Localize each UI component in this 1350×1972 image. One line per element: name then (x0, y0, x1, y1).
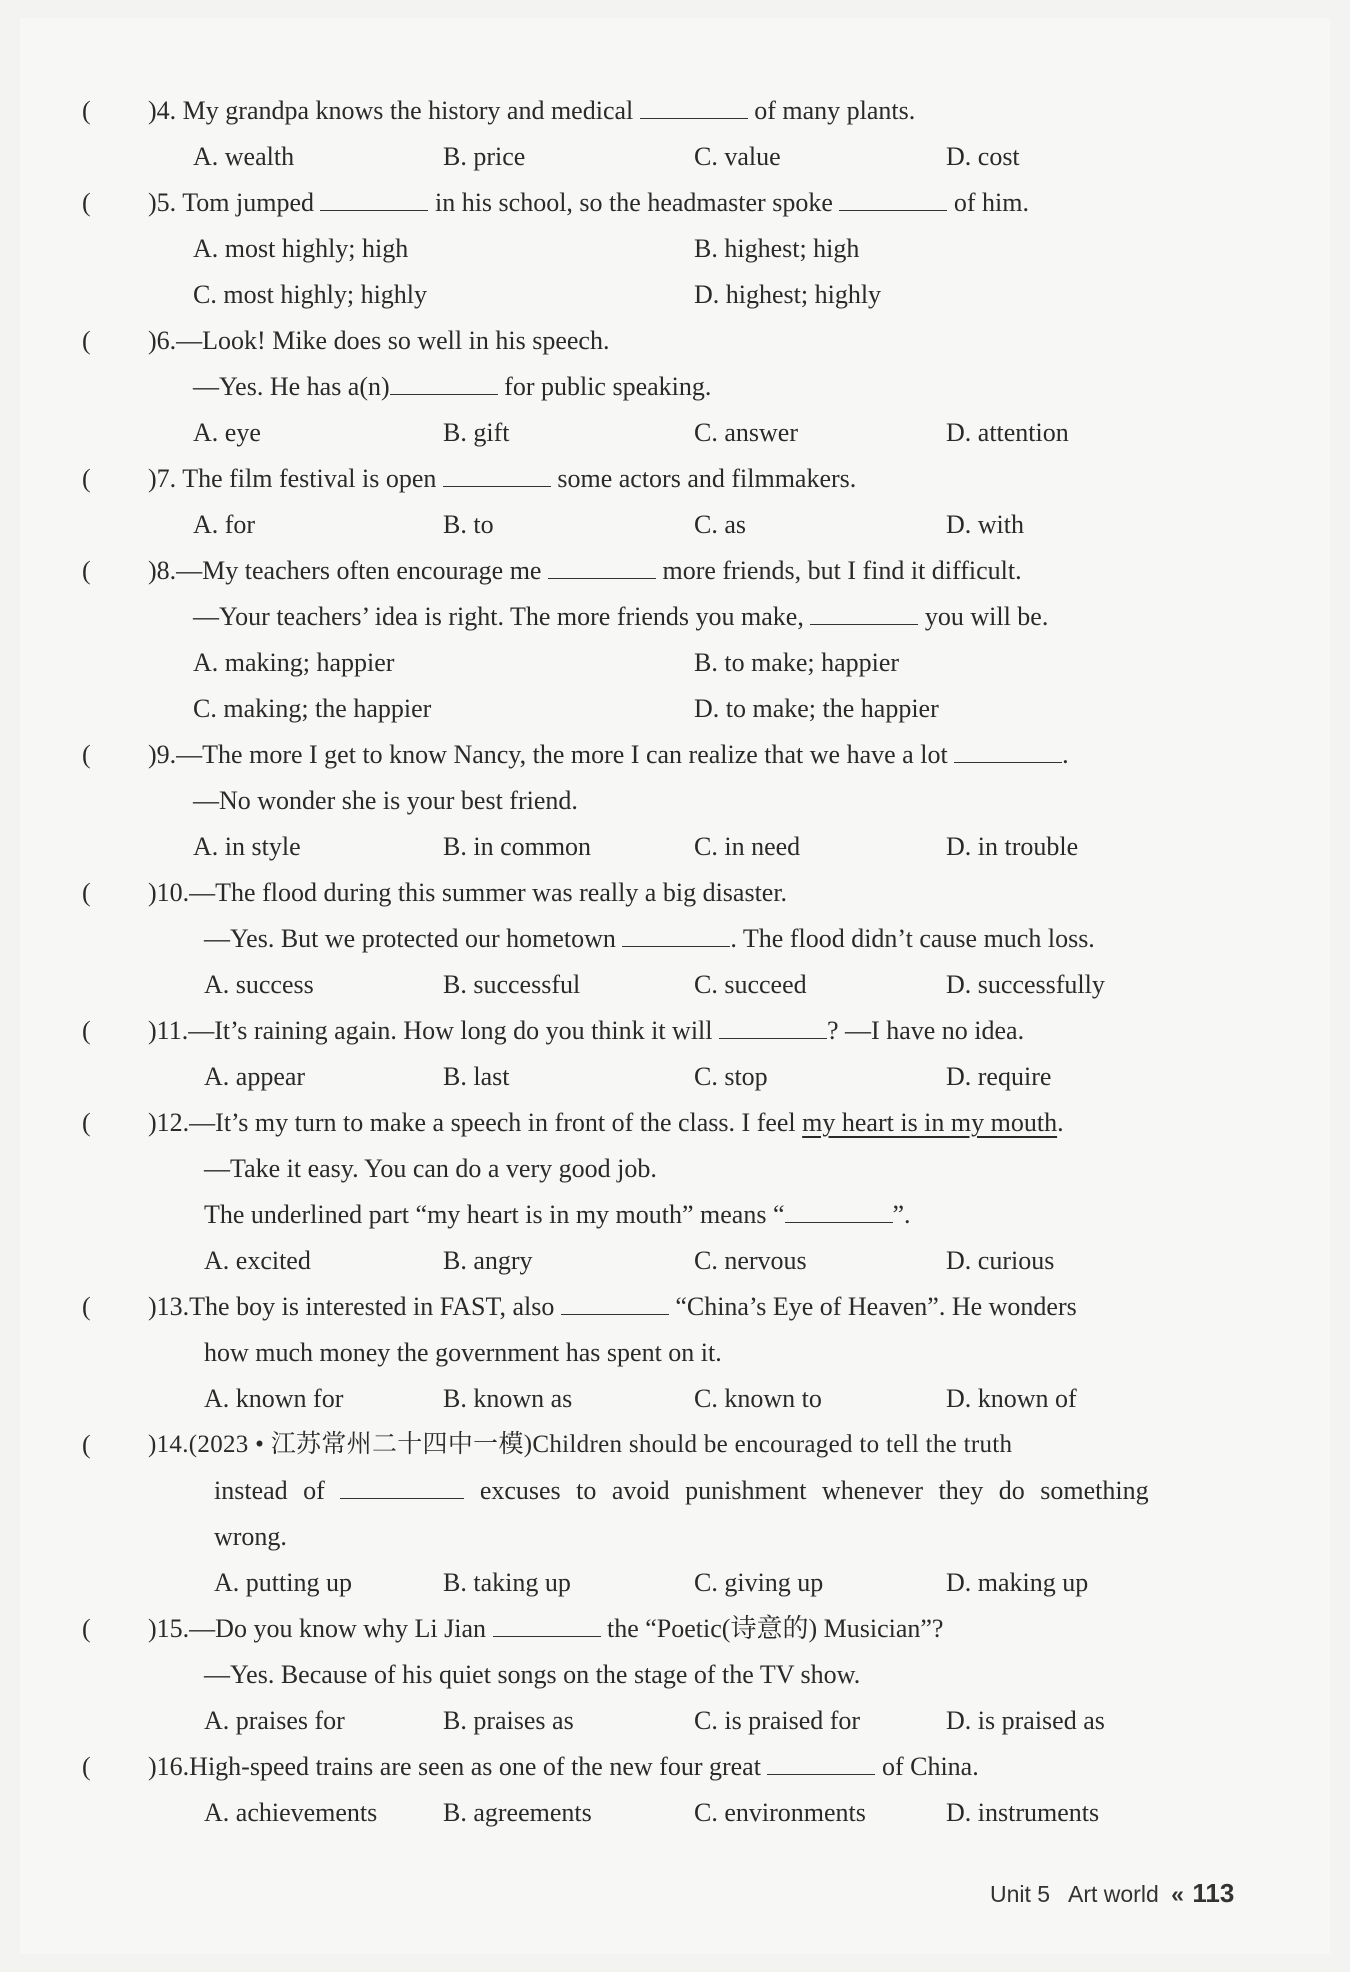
answer-paren: ( (82, 188, 91, 217)
question-line: )4. My grandpa knows the history and medical of many plants. (148, 96, 916, 125)
question-number: )5. (148, 188, 177, 217)
option-b: B. angry (443, 1246, 533, 1275)
answer-blank (493, 1612, 601, 1637)
question-line: —Yes. Because of his quiet songs on the stage of the TV show. (204, 1660, 861, 1689)
answer-blank (548, 554, 656, 579)
option-d: D. highest; highly (694, 280, 882, 309)
question-number: )6. (148, 326, 177, 355)
question-line: instead of excuses to avoid punishment whenever they do something (214, 1476, 1149, 1505)
option-b: B. taking up (443, 1568, 571, 1597)
question-number: )4. (148, 96, 177, 125)
option-c: C. in need (694, 832, 801, 861)
option-d: D. cost (946, 142, 1020, 171)
option-b: B. praises as (443, 1706, 574, 1735)
option-c: C. stop (694, 1062, 768, 1091)
question-number: )11. (148, 1016, 189, 1045)
option-a: A. praises for (204, 1706, 345, 1735)
option-c: C. environments (694, 1798, 866, 1827)
answer-paren: ( (82, 556, 91, 585)
question-line: —Yes. He has a(n) for public speaking. (193, 372, 712, 401)
question-line: The underlined part “my heart is in my mouth” means “ ”. (204, 1200, 911, 1229)
option-d: D. with (946, 510, 1024, 539)
question-line: how much money the government has spent on it. (204, 1338, 722, 1367)
answer-paren: ( (82, 464, 91, 493)
question-number: )10. (148, 878, 190, 907)
answer-blank (320, 186, 428, 211)
option-c: C. most highly; highly (193, 280, 428, 309)
unit-label: Unit 5 (990, 1881, 1051, 1907)
answer-paren: ( (82, 1108, 91, 1137)
answer-paren: ( (82, 1614, 91, 1643)
option-a: A. appear (204, 1062, 306, 1091)
option-b: B. to (443, 510, 494, 539)
option-a: A. putting up (214, 1568, 352, 1597)
question-line: )13.The boy is interested in FAST, also “China’s Eye of Heaven”. He wonders (148, 1292, 1077, 1321)
option-c: C. is praised for (694, 1706, 861, 1735)
question-number: )9. (148, 740, 177, 769)
question-line: )5. Tom jumped in his school, so the headmaster spoke of him. (148, 188, 1029, 217)
option-c: C. answer (694, 418, 798, 447)
question-line: —Yes. But we protected our hometown . The flood didn’t cause much loss. (204, 924, 1095, 953)
answer-paren: ( (82, 1430, 91, 1459)
option-b: B. gift (443, 418, 510, 447)
option-d: D. curious (946, 1246, 1055, 1275)
option-d: D. successfully (946, 970, 1105, 999)
answer-paren: ( (82, 740, 91, 769)
option-a: A. most highly; high (193, 234, 409, 263)
option-a: A. wealth (193, 142, 295, 171)
answer-blank (839, 186, 947, 211)
option-b: B. in common (443, 832, 592, 861)
option-c: C. giving up (694, 1568, 824, 1597)
option-d: D. is praised as (946, 1706, 1105, 1735)
option-c: C. making; the happier (193, 694, 432, 723)
option-b: B. price (443, 142, 526, 171)
question-number: )7. (148, 464, 177, 493)
option-a: A. in style (193, 832, 301, 861)
option-c: C. value (694, 142, 781, 171)
option-c: C. known to (694, 1384, 822, 1413)
option-d: D. in trouble (946, 832, 1079, 861)
answer-blank (954, 738, 1062, 763)
option-a: A. known for (204, 1384, 344, 1413)
option-c: C. as (694, 510, 746, 539)
option-b: B. known as (443, 1384, 573, 1413)
question-line: )8.—My teachers often encourage me more friends, but I find it difficult. (148, 556, 1022, 585)
option-b: B. to make; happier (694, 648, 900, 677)
option-a: A. for (193, 510, 256, 539)
question-line: )12.—It’s my turn to make a speech in front of the class. I feel my heart is in my mouth. (148, 1108, 1064, 1137)
question-number: )16. (148, 1752, 190, 1781)
option-b: B. highest; high (694, 234, 860, 263)
option-d: D. require (946, 1062, 1052, 1091)
question-number: )14. (148, 1431, 189, 1458)
unit-title: Art world (1068, 1881, 1159, 1907)
question-line: —Take it easy. You can do a very good job. (204, 1154, 657, 1183)
option-a: A. success (204, 970, 314, 999)
answer-paren: ( (82, 1292, 91, 1321)
answer-paren: ( (82, 1016, 91, 1045)
answer-blank (561, 1290, 669, 1315)
answer-blank (810, 600, 918, 625)
option-b: B. successful (443, 970, 581, 999)
option-d: D. making up (946, 1568, 1089, 1597)
question-line: )16.High-speed trains are seen as one of the new four great of China. (148, 1752, 979, 1781)
double-chevron-left-icon: « (1171, 1881, 1180, 1907)
option-d: D. to make; the happier (694, 694, 939, 723)
option-a: A. making; happier (193, 648, 395, 677)
answer-blank (785, 1198, 893, 1223)
page-number: 113 (1192, 1878, 1235, 1908)
answer-paren: ( (82, 878, 91, 907)
question-number: )8. (148, 556, 177, 585)
question-line: )14.(2023 • 江苏常州二十四中一模)Children should be encouraged to tell the truth (148, 1431, 1013, 1458)
answer-paren: ( (82, 96, 91, 125)
question-line: —Your teachers’ idea is right. The more friends you make, you will be. (193, 602, 1049, 631)
option-b: B. last (443, 1062, 510, 1091)
option-a: A. eye (193, 418, 261, 447)
option-c: C. nervous (694, 1246, 807, 1275)
option-a: A. achievements (204, 1798, 378, 1827)
option-d: D. attention (946, 418, 1069, 447)
option-b: B. agreements (443, 1798, 592, 1827)
answer-blank (767, 1750, 875, 1775)
question-number: )15. (148, 1614, 190, 1643)
underlined-phrase: my heart is in my mouth (802, 1108, 1058, 1137)
answer-paren: ( (82, 326, 91, 355)
answer-blank (443, 462, 551, 487)
question-number: )12. (148, 1108, 190, 1137)
question-line: )9.—The more I get to know Nancy, the more I can realize that we have a lot . (148, 740, 1069, 769)
option-d: D. known of (946, 1384, 1077, 1413)
answer-blank (390, 370, 498, 395)
question-line: )7. The film festival is open some actors and filmmakers. (148, 464, 857, 493)
question-line: )15.—Do you know why Li Jian the “Poetic(诗意的) Musician”? (148, 1614, 944, 1643)
option-d: D. instruments (946, 1798, 1100, 1827)
answer-blank (719, 1014, 827, 1039)
question-number: )13. (148, 1292, 190, 1321)
answer-blank (622, 922, 730, 947)
option-c: C. succeed (694, 970, 807, 999)
question-line: )6.—Look! Mike does so well in his speech. (148, 326, 610, 355)
answer-blank (640, 94, 748, 119)
question-line: )10.—The flood during this summer was really a big disaster. (148, 878, 788, 907)
answer-blank (340, 1474, 464, 1499)
option-a: A. excited (204, 1246, 311, 1275)
question-line: )11.—It’s raining again. How long do you think it will ? —I have no idea. (148, 1016, 1025, 1045)
question-line: —No wonder she is your best friend. (193, 786, 578, 815)
question-line: wrong. (214, 1522, 287, 1551)
page-footer (990, 1878, 1234, 1909)
answer-paren: ( (82, 1752, 91, 1781)
